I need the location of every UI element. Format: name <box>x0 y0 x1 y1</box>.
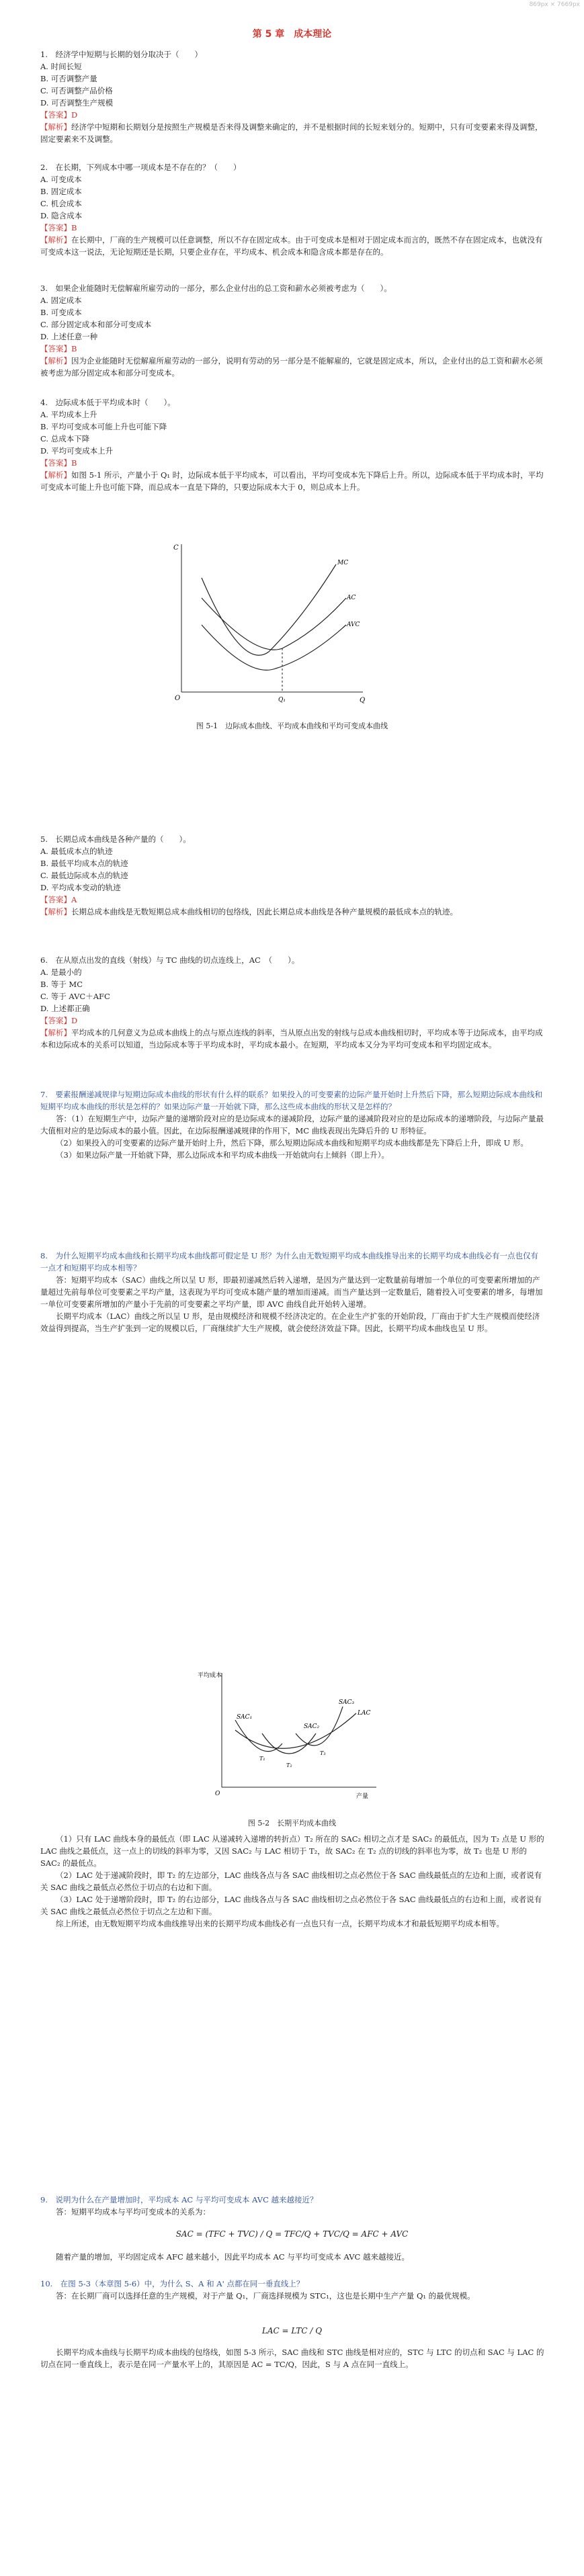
q2-option-b: B. 固定成本 <box>40 187 82 196</box>
fig1-ac-curve <box>202 598 346 650</box>
q2-answer: 【答案】B <box>40 223 77 232</box>
q5-explain-label: 【解析】 <box>40 907 71 916</box>
fig1-avc-curve <box>202 625 346 670</box>
q4-explain-label: 【解析】 <box>40 470 71 480</box>
q9-answer-2: 随着产量的增加，平均固定成本 AFC 越来越小，因此平均成本 AC 与平均可变成本 AVC 越来越接近。 <box>56 2252 409 2262</box>
q1-option-c: C. 可否调整产品价格 <box>40 86 113 95</box>
q1-explain-label: 【解析】 <box>40 122 71 132</box>
q3-option-d: D. 上述任意一种 <box>40 332 98 341</box>
q5-text: 5. 长期总成本曲线是各种产量的（ ）。 <box>40 834 191 844</box>
fig2-t3-label: T₃ <box>320 1750 326 1756</box>
q10-text: 10. 在图 5-3（本章图 5-6）中，为什么 S、A 和 A' 点都在同一垂直线上？ <box>40 2279 304 2288</box>
q4-text: 4. 边际成本低于平均成本时（ ）。 <box>40 398 175 407</box>
q8-text: 8. 为什么短期平均成本曲线和长期平均成本曲线都可假定是 U 形？为什么由无数短期平均成本曲线推导出来的长期平均成本曲线必有一点也仅有一点才和短期平均成本相等？ <box>40 1251 538 1273</box>
fig1-mc-label: MC <box>337 560 349 566</box>
q4-option-b: B. 平均可变成本可能上升也可能下降 <box>40 422 167 431</box>
q2-option-a: A. 可变成本 <box>40 175 82 184</box>
q3-answer: 【答案】B <box>40 344 77 353</box>
q6-option-a: A. 是最小的 <box>40 968 82 977</box>
q5-option-c: C. 最低边际成本点的轨迹 <box>40 871 128 880</box>
question-7 <box>40 1088 544 1161</box>
q1-explain: 经济学中短期和长期划分是按照生产规模是否来得及调整来确定的，并不是根据时间的长短来划分的。短期中，只有可变要素来得及调整，固定要素来不及调整。 <box>40 122 543 144</box>
q3-option-a: A. 固定成本 <box>40 296 82 305</box>
fig2-lac-label: LAC <box>358 1710 371 1717</box>
fig1-q1-label: Q₁ <box>278 697 286 703</box>
question-1 <box>40 48 544 145</box>
fig1-x-label: Q <box>360 697 366 704</box>
question-3 <box>40 282 544 379</box>
question-9-tail <box>40 2251 544 2263</box>
fig1-origin-label: O <box>175 695 181 702</box>
q3-text: 3. 如果企业能随时无偿解雇所雇劳动的一部分，那么企业付出的总工资和薪水必须被考虑为（ ）。 <box>40 284 392 293</box>
fig2-x-label: 产量 <box>356 1793 369 1800</box>
fig1-avc-label: AVC <box>347 621 360 628</box>
q5-option-a: A. 最低成本点的轨迹 <box>40 847 113 856</box>
page-size-watermark: 869px × 7669px <box>529 1 580 8</box>
q1-answer: 【答案】D <box>40 110 78 120</box>
fig2-t2-label: T₂ <box>286 1762 292 1768</box>
q3-option-b: B. 可变成本 <box>40 308 82 317</box>
q8-body-2: （2）LAC 处于递减阶段时，即 T₂ 的左边部分，LAC 曲线各点与各 SAC 曲线相切之点必然位于各 SAC 曲线最低点的左边和上面，或者说有关 SAC 曲线之最低点必然位于切点的右边和下面。 <box>40 1871 542 1892</box>
question-9 <box>40 2194 544 2218</box>
q5-explain: 长期总成本曲线是无数短期总成本曲线相切的包络线，因此长期总成本曲线是各种产量规模的最低成本点的轨迹。 <box>71 907 458 916</box>
fig2-sac2-label: SAC₂ <box>304 1723 320 1730</box>
fig1-ac-label: AC <box>347 595 356 601</box>
q2-text: 2. 在长期，下列成本中哪一项成本是不存在的？（ ） <box>40 163 241 172</box>
q8-body-3: （3）LAC 处于递增阶段时，即 T₂ 的右边部分，LAC 曲线各点与各 SAC 曲线相切之点必然位于各 SAC 曲线最低点的右边和上面，或者说有关 SAC 曲线之最低点必然位于切点之左边和下面。 <box>40 1895 542 1916</box>
q3-option-c: C. 部分固定成本和部分可变成本 <box>40 320 152 329</box>
q5-option-b: B. 最低平均成本点的轨迹 <box>40 859 128 868</box>
q5-option-d: D. 平均成本变动的轨迹 <box>40 883 121 892</box>
q7-text: 7. 要素报酬递减规律与短期边际成本曲线的形状有什么样的联系？如果投入的可变要素的边际产量开始时上升然后下降，那么短期边际成本曲线和短期平均成本曲线的形状是怎样的？如果边际产量一开始就下降，那么这些成本曲线的形状又是怎样的？ <box>40 1090 542 1111</box>
q2-explain: 在长期中，厂商的生产规模可以任意调整，所以不存在固定成本。由于可变成本是相对于固定成本而言的，既然不存在固定成本，也就没有可变成本这一说法，无论短期还是长期，只要企业存在，平均成本、机会成本和隐含成本都是存在的。 <box>40 235 543 257</box>
q9-formula: SAC = (TFC + TVC) / Q = TFC/Q + TVC/Q = AFC + AVC <box>175 2229 409 2239</box>
chapter-title: 第 5 章 成本理论 <box>252 29 332 40</box>
q8-answer-1: 答：短期平均成本（SAC）曲线之所以呈 U 形，即最初递减然后转入递增，是因为产量达到一定数量前每增加一个单位的可变要素所增加的产量超过先前每单位可变要素之平均产量，这表现为平均可变成本随产量的增加而递减。而当产量达到一定数量后，随着投入可变要素的增多，每增加一单位可变要素所增加的产量小于先前的可变要素之平均产量，即 AVC 曲线自此开始转入递增。 <box>40 1275 543 1309</box>
q7-answer-3: （3）如果边际产量一开始就下降，那么边际成本和平均成本曲线一开始就向右上倾斜（即上升）。 <box>56 1150 390 1160</box>
question-10 <box>40 2278 544 2302</box>
q10-answer-2: 长期平均成本曲线与长期平均成本曲线的包络线，如图 5-3 所示，SAC 曲线和 STC 曲线是相对应的，STC 与 LTC 的切点和 SAC 与 LAC 的切点在同一垂直线上，表示是在同一产量水平上的，其原因是 AC = TC/Q，因此，S 与 A 点在同一直线上。 <box>40 2348 544 2369</box>
q4-explain: 如图 5-1 所示，产量小于 Q₁ 时，边际成本低于平均成本，可以看出，平均可变成本先下降后上升。所以，边际成本低于平均成本时，平均可变成本可能上升也可能下降，而总成本一直是下降的，只要边际成本大于 0，则总成本上升。 <box>40 470 544 492</box>
q1-option-b: B. 可否调整产量 <box>40 74 97 83</box>
q4-option-d: D. 平均可变成本上升 <box>40 446 114 456</box>
q4-answer: 【答案】B <box>40 458 77 468</box>
q9-text: 9. 说明为什么在产量增加时，平均成本 AC 与平均可变成本 AVC 越来越接近？ <box>40 2195 318 2204</box>
q8-body-4: 综上所述，由无数短期平均成本曲线推导出来的长期平均成本曲线必有一点也只有一点，长期平均成本才和最低短期平均成本相等。 <box>56 1919 504 1928</box>
q3-explain-label: 【解析】 <box>40 356 71 366</box>
q1-option-d: D. 可否调整生产规模 <box>40 98 114 108</box>
question-8 <box>40 1250 544 1334</box>
fig1-mc-curve <box>202 564 336 655</box>
question-5 <box>40 833 544 918</box>
figure-5-2 <box>195 1666 397 1807</box>
q6-text: 6. 在从原点出发的直线（射线）与 TC 曲线的切点连线上，AC （ ）。 <box>40 955 300 965</box>
q10-answer-1: 答：在长期厂商可以选择任意的生产规模，对于产量 Q₁，厂商选择规模为 STC₁，这也是长期中生产产量 Q₁ 的最优规模。 <box>56 2291 475 2301</box>
q2-option-c: C. 机会成本 <box>40 199 82 208</box>
q8-answer-2: 长期平均成本（LAC）曲线之所以呈 U 形，是由规模经济和规模不经济决定的。在企业生产扩张的开始阶段，厂商由于扩大生产规模而使经济效益得到提高，当生产扩张到一定的规模以后，厂商继续扩大生产规模，就会使经济效益下降。因此，长期平均成本曲线也呈 U 形。 <box>40 1312 540 1333</box>
fig2-origin-label: O <box>215 1791 220 1797</box>
q6-option-b: B. 等于 MC <box>40 980 83 989</box>
q6-option-d: D. 上述都正确 <box>40 1004 90 1013</box>
question-8-continued <box>40 1833 544 1930</box>
q9-answer-1: 答：短期平均成本与平均可变成本的关系为： <box>56 2207 210 2217</box>
fig1-caption: 图 5-1 边际成本曲线、平均成本曲线和平均可变成本曲线 <box>196 722 388 730</box>
question-10-tail <box>40 2346 544 2370</box>
fig2-sac1-label: SAC₁ <box>237 1714 253 1721</box>
q6-answer: 【答案】D <box>40 1016 78 1025</box>
q7-answer-1: 答：（1）在短期生产中，边际产量的递增阶段对应的是边际成本的递减阶段，边际产量的递减阶段对应的是边际成本的递增阶段，与边际产量最大值相对应的是边际成本的最小值。因此，在边际报酬递减规律的作用下，MC 曲线表现出先降后升的 U 形特征。 <box>40 1114 544 1135</box>
q6-explain: 平均成本的几何意义为总成本曲线上的点与原点连线的斜率，当从原点出发的射线与总成本曲线相切时，平均成本等于边际成本，由平均成本和边际成本的关系可以知道，当边际成本等于平均成本时，平均成本最小。在短期，平均成本又分为平均可变成本和平均固定成本。 <box>40 1028 543 1049</box>
q4-option-c: C. 总成本下降 <box>40 434 90 443</box>
question-2 <box>40 161 544 258</box>
q1-text: 1. 经济学中短期与长期的划分取决于（ ） <box>40 50 202 59</box>
fig2-sac3-label: SAC₃ <box>339 1699 355 1706</box>
q8-body-1: （1）只有 LAC 曲线本身的最低点（即 LAC 从递减转入递增的转折点）T₂ 所在的 SAC₂ 相切之点才是 SAC₂ 的最低点，因为 T₂ 点是 U 形的 LAC 曲线之最低点，这一点上的切线的斜率为零，又因 SAC₂ 与 LAC 相切于 T₂，故 SAC₂ 在 T₂ 点的切线的斜率也为零，故 T₂ 也是 U 形的 SAC₂ 的最低点。 <box>40 1834 544 1868</box>
q10-formula: LAC = LTC / Q <box>261 2326 323 2335</box>
q6-explain-label: 【解析】 <box>40 1028 71 1037</box>
q5-answer: 【答案】A <box>40 895 77 904</box>
q1-option-a: A. 时间长短 <box>40 62 82 71</box>
question-4 <box>40 396 544 493</box>
question-6 <box>40 954 544 1051</box>
figure-5-1 <box>155 538 376 712</box>
q4-option-a: A. 平均成本上升 <box>40 410 97 419</box>
fig2-caption: 图 5-2 长期平均成本曲线 <box>247 1819 337 1828</box>
q2-explain-label: 【解析】 <box>40 235 71 245</box>
fig1-y-label: C <box>173 544 179 552</box>
q7-answer-2: （2）如果投入的可变要素的边际产量开始时上升，然后下降，那么短期边际成本曲线和短期平均成本曲线都是先下降后上升，即成 U 形。 <box>56 1138 528 1148</box>
q6-option-c: C. 等于 AVC＋AFC <box>40 992 110 1001</box>
q3-explain: 因为企业能随时无偿解雇所雇劳动的一部分，说明有劳动的另一部分是不能解雇的，它就是固定成本，所以，企业付出的总工资和薪水必须被考虑为部分固定成本和部分可变成本。 <box>40 356 543 378</box>
q2-option-d: D. 隐含成本 <box>40 211 83 220</box>
fig2-y-label: 平均成本 <box>198 1672 222 1679</box>
fig2-t1-label: T₁ <box>259 1756 265 1762</box>
